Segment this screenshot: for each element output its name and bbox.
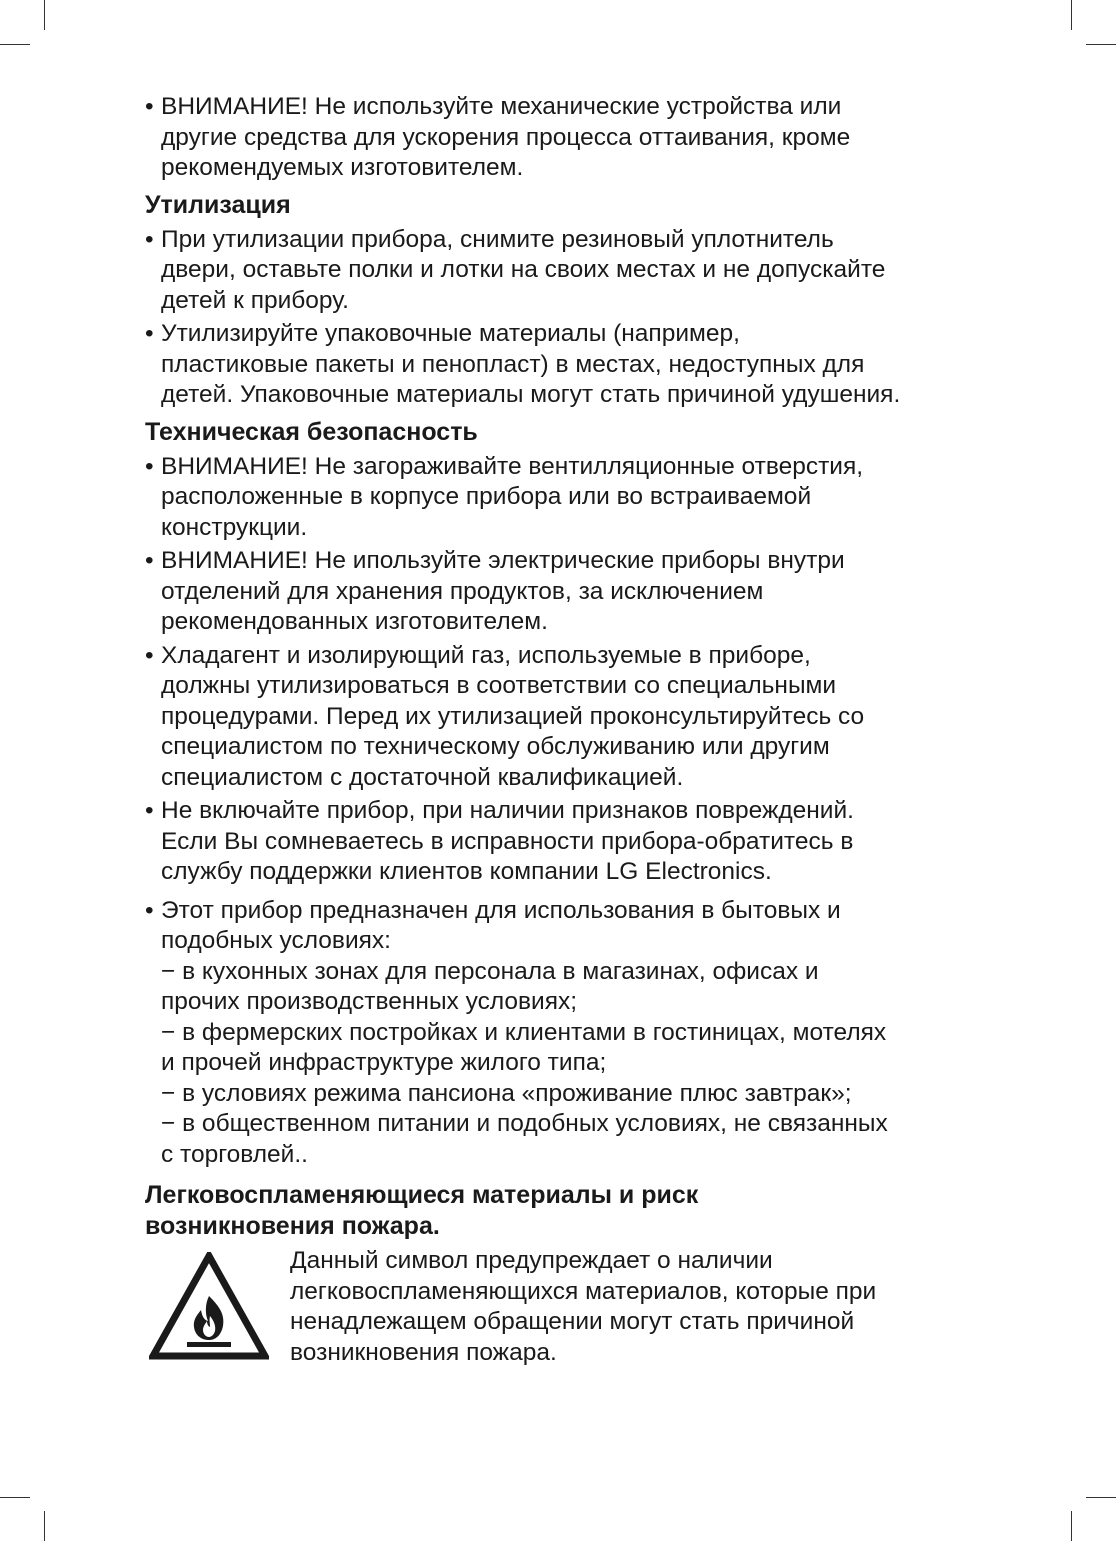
text-line: детей к прибору. — [161, 286, 349, 314]
fire-warning-block — [145, 1246, 1025, 1386]
intro-warning — [145, 92, 1025, 184]
text-line: ВНИМАНИЕ! Не ипользуйте электрические приборы внутри — [161, 547, 845, 574]
text-line: расположенные в корпусе прибора или во встраиваемой — [161, 483, 812, 510]
text-line: − в условиях режима пансиона «проживание плюс завтрак»; — [161, 1079, 852, 1107]
bullet-dot: • — [145, 93, 154, 120]
text-line: двери, оставьте полки и лотки на своих местах и не допускайте — [161, 256, 886, 283]
crop-mark-bottom-right-h — [1086, 1497, 1116, 1498]
document-content — [145, 92, 1025, 1386]
bullet-dot: • — [145, 547, 154, 574]
bullet-dot: • — [145, 797, 154, 824]
text-line: легковоспламеняющихся материалов, которые при — [290, 1277, 877, 1305]
disposal-heading: Утилизация — [145, 190, 291, 219]
text-line: ненадлежащем обращении могут стать причиной — [290, 1308, 855, 1335]
text-line: конструкции. — [161, 513, 308, 541]
technical-item-household-use — [145, 896, 1025, 1171]
text-line: пластиковые пакеты и пенопласт) в местах, недоступных для — [161, 350, 865, 378]
text-line: − в кухонных зонах для персонала в магазинах, офисах и — [161, 957, 819, 985]
fire-warning-text — [290, 1246, 876, 1368]
crop-mark-top-right-v — [1071, 0, 1072, 30]
text-line: Хладагент и изолирующий газ, используемые в приборе, — [161, 641, 811, 669]
text-line: отделений для хранения продуктов, за исключением — [161, 577, 764, 605]
bullet-dot: • — [145, 896, 154, 924]
bullet-dot: • — [145, 641, 154, 669]
text-line: Этот прибор предназначен для использования в бытовых и — [161, 896, 841, 924]
disposal-item-packaging — [145, 319, 1025, 411]
bullet-dot: • — [145, 320, 154, 347]
text-line: − в фермерских постройках и клиентами в гостиницах, мотелях — [161, 1018, 887, 1046]
text-line: Данный символ предупреждает о наличии — [290, 1247, 773, 1274]
crop-mark-bottom-left-h — [0, 1497, 30, 1498]
text-line: специалистом с достаточной квалификацией. — [161, 763, 684, 791]
crop-mark-top-right-h — [1086, 44, 1116, 45]
technical-item-ventilation — [145, 452, 1025, 544]
text-line: Утилизируйте упаковочные материалы (например, — [161, 320, 740, 347]
bullet-dot: • — [145, 225, 154, 253]
disposal-item-door-seal — [145, 225, 1025, 317]
crop-mark-top-left-h — [0, 44, 30, 45]
text-line: ВНИМАНИЕ! Не загораживайте вентилляционные отверстия, — [161, 452, 864, 480]
text-line: ВНИМАНИЕ! Не используйте механические устройства или — [161, 93, 842, 120]
bullet-dot: • — [145, 452, 154, 480]
heading-line: возникновения пожара. — [145, 1212, 440, 1240]
technical-safety-heading: Техническая безопасность — [145, 417, 478, 446]
text-line: прочих производственных условиях; — [161, 988, 578, 1015]
text-line: возникновения пожара. — [290, 1338, 557, 1366]
text-line: подобных условиях: — [161, 927, 391, 954]
text-line: специалистом по техническому обслуживанию или другим — [161, 733, 830, 760]
text-line: с торговлей.. — [161, 1140, 308, 1168]
text-line: Если Вы сомневаетесь в исправности прибора-обратитесь в — [161, 827, 854, 855]
text-line: рекомендуемых изготовителем. — [161, 154, 524, 181]
crop-mark-bottom-right-v — [1071, 1511, 1072, 1541]
crop-mark-top-left-v — [44, 0, 45, 30]
crop-mark-bottom-left-v — [44, 1511, 45, 1541]
fire-risk-heading — [145, 1180, 1025, 1242]
technical-item-refrigerant — [145, 641, 1025, 794]
technical-item-electrical-appliances — [145, 546, 1025, 638]
text-line: рекомендованных изготовителем. — [161, 608, 548, 635]
text-line: процедурами. Перед их утилизацией проконсультируйтесь со — [161, 702, 865, 730]
text-line: Не включайте прибор, при наличии признаков повреждений. — [161, 797, 854, 824]
text-line: детей. Упаковочные материалы могут стать причиной удушения. — [161, 381, 901, 408]
text-line: При утилизации прибора, снимите резиновый уплотнитель — [161, 225, 834, 253]
text-line: и прочей инфраструктуре жилого типа; — [161, 1049, 607, 1076]
flammable-warning-icon — [149, 1252, 269, 1360]
text-line: другие средства для ускорения процесса оттаивания, кроме — [161, 123, 851, 151]
text-line: должны утилизироваться в соответствии со специальными — [161, 672, 837, 699]
heading-line: Легковоспламеняющиеся материалы и риск — [145, 1181, 699, 1209]
technical-item-damage — [145, 796, 1025, 888]
text-line: службу поддержки клиентов компании LG Electronics. — [161, 858, 772, 885]
text-line: − в общественном питании и подобных условиях, не связанных — [161, 1110, 888, 1137]
